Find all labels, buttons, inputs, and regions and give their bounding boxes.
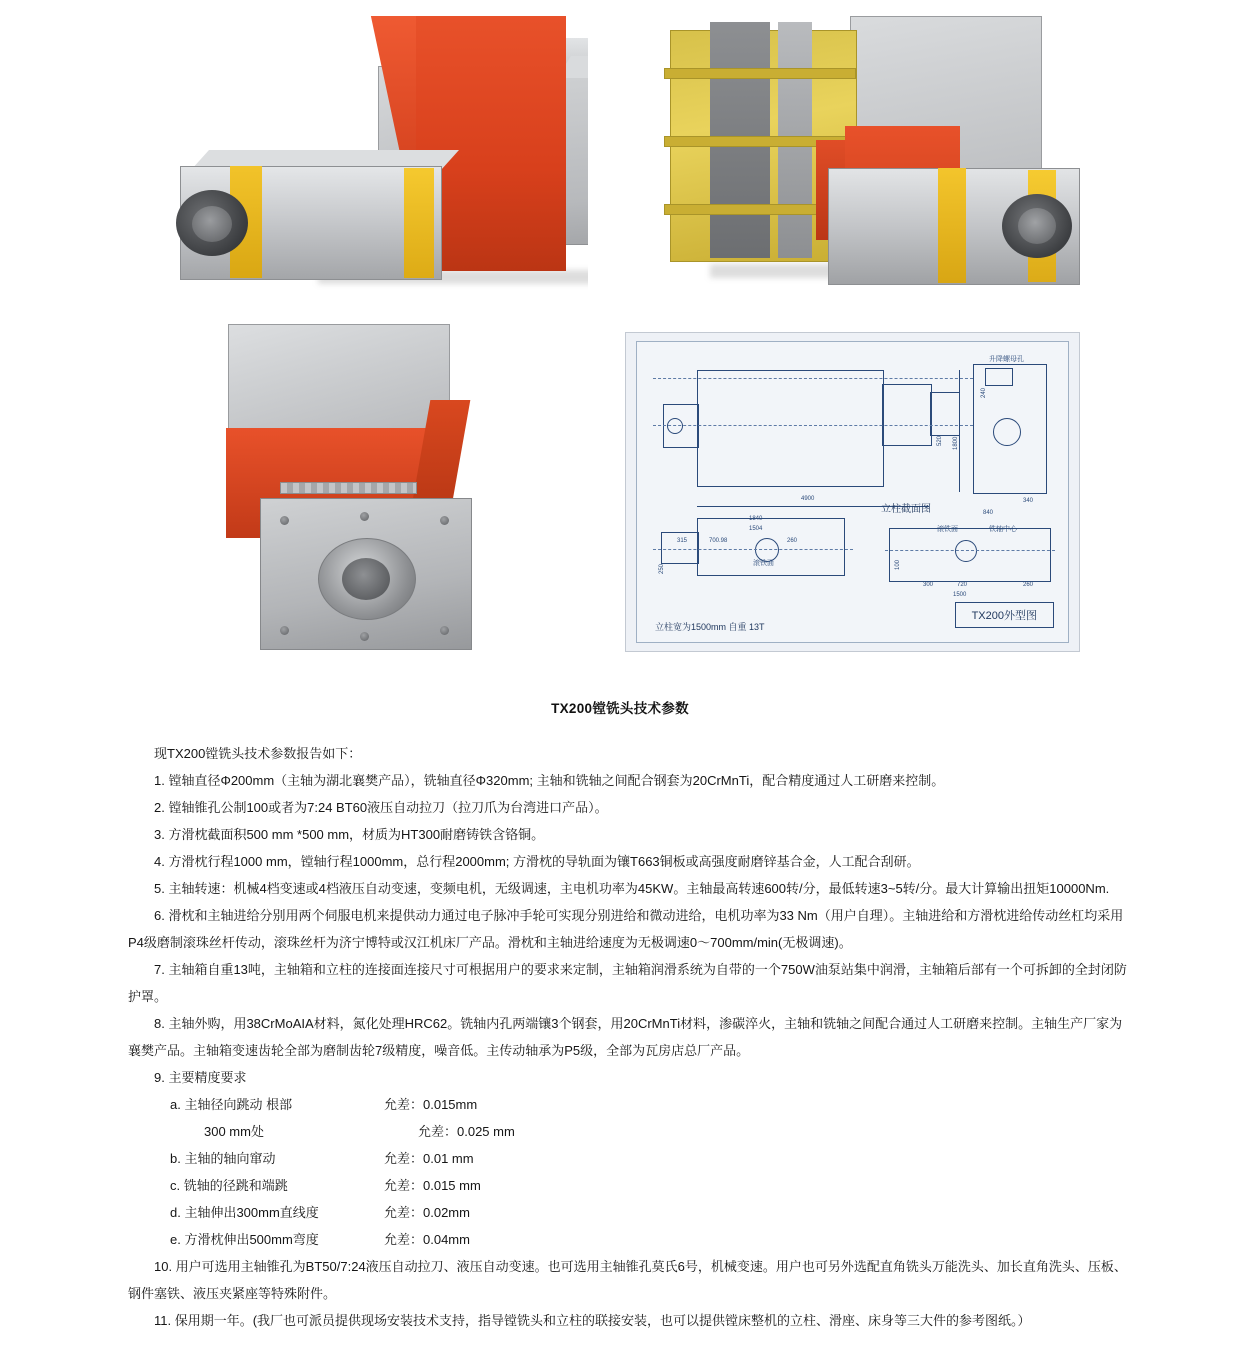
precision-row-e bbox=[170, 1226, 1132, 1253]
drawing-spindle-step-b bbox=[930, 392, 960, 436]
drawing-title-block: TX200外型图 bbox=[955, 602, 1054, 628]
dim-720: 720 bbox=[957, 582, 968, 588]
label-center: 铁轴中心 bbox=[989, 526, 1017, 533]
label-column-section: 立柱截面图 bbox=[881, 504, 931, 515]
photo3-bolt bbox=[280, 626, 289, 635]
dim-260: 260 bbox=[787, 538, 798, 544]
precision-value-a: 允差：0.015mm bbox=[384, 1097, 478, 1112]
drawing-column-section-centerline bbox=[885, 550, 1055, 551]
spec-item-2: 2. 镗轴锥孔公制100或者为7:24 BT60液压自动拉刀（拉刀爪为台湾进口产品）。 bbox=[154, 800, 608, 815]
precision-label-d: d. 主轴伸出300mm直线度 bbox=[170, 1205, 319, 1220]
spec-item-8: 8. 主轴外购，用38CrMoAIA材料，氮化处理HRC62。铣轴内孔两端镶3个钢套，用20CrMnTi材料，渗碳淬火，主轴和铣轴之间配合通过人工研磨来控制。主轴生产厂家为襄樊产品。主轴箱变速齿轮全部为磨制齿轮7级精度，噪音低。主传动轴承为P5级，全部为瓦房店总厂产品。 bbox=[128, 1016, 1123, 1058]
photo-machine-front-view bbox=[168, 8, 588, 298]
photo3-bolt bbox=[360, 512, 369, 521]
dim-250: 250 bbox=[659, 563, 665, 574]
precision-label-a2: 300 mm处 bbox=[204, 1124, 264, 1139]
photo2-cross-bar-a bbox=[664, 68, 856, 79]
precision-label-a: a. 主轴径向跳动 根部 bbox=[170, 1097, 293, 1112]
dim-520: 520 bbox=[937, 435, 943, 446]
photo2-yellow-band-a bbox=[938, 168, 966, 283]
dim-260-b: 260 bbox=[1023, 582, 1034, 588]
photo3-bolt bbox=[440, 516, 449, 525]
spec-item-4: 4. 方滑枕行程1000 mm，镗轴行程1000mm，总行程2000mm; 方滑枕的导轨面为镶T663铜板或高强度耐磨锌基合金，人工配合刮研。 bbox=[154, 854, 920, 869]
dim-300: 300 bbox=[923, 582, 934, 588]
dim-1500: 1500 bbox=[953, 592, 967, 598]
drawing-base-left-block bbox=[661, 532, 699, 564]
photo-spindle-face-view bbox=[218, 320, 518, 655]
dim-840: 840 bbox=[983, 510, 994, 516]
photo3-bolt bbox=[440, 626, 449, 635]
precision-row-c bbox=[170, 1172, 1132, 1199]
photo-machine-with-column-view bbox=[650, 8, 1080, 298]
precision-value-a2: 允差：0.025 mm bbox=[418, 1124, 515, 1139]
precision-value-e: 允差：0.04mm bbox=[384, 1232, 470, 1247]
photo3-guide-rail bbox=[280, 482, 417, 494]
precision-value-c: 允差：0.015 mm bbox=[384, 1178, 481, 1193]
photo3-bolt bbox=[280, 516, 289, 525]
precision-row-b bbox=[170, 1145, 1132, 1172]
photo3-bolt bbox=[360, 632, 369, 641]
spec-item-11: 11. 保用期一年。(我厂也可派员提供现场安装技术支持，指导镗铣头和立柱的联接安装，也可以提供镗床整机的立柱、滑座、床身等三大件的参考图纸。） bbox=[154, 1313, 1031, 1328]
photo1-rear-body bbox=[564, 68, 588, 245]
dim-340: 340 bbox=[1023, 498, 1034, 504]
precision-label-e: e. 方滑枕伸出500mm弯度 bbox=[170, 1232, 319, 1247]
precision-row-a bbox=[170, 1091, 1132, 1118]
page-title: TX200镗铣头技术参数 bbox=[551, 701, 689, 716]
spec-item-6: 6. 滑枕和主轴进给分别用两个伺服电机来提供动力通过电子脉冲手轮可实现分别进给和微动进给，电机功率为33 Nm（用户自理）。主轴进给和方滑枕进给传动丝杠均采用P4级磨制滚珠丝杆传动，滚珠丝杆为济宁博特或汉江机床厂产品。滑枕和主轴进给速度为无极调速0～700mm/min(无极调速)。 bbox=[128, 908, 1124, 950]
dim-100: 100 bbox=[895, 559, 901, 570]
drawing-sheet bbox=[625, 332, 1080, 652]
label-lift-nut-hole: 升降螺母孔 bbox=[989, 356, 1024, 363]
photo2-spindle-bore bbox=[1018, 208, 1056, 244]
dim-1800: 1800 bbox=[953, 436, 959, 450]
drawing-column-bore bbox=[993, 418, 1021, 446]
photo1-yellow-band-b bbox=[404, 168, 434, 278]
spec-item-3: 3. 方滑枕截面积500 mm *500 mm，材质为HT300耐磨铸铁含铬铜。 bbox=[154, 827, 545, 842]
precision-value-b: 允差：0.01 mm bbox=[384, 1151, 474, 1166]
precision-label-b: b. 主轴的轴向窜动 bbox=[170, 1151, 276, 1166]
spec-item-1: 1. 镗轴直径Φ200mm（主轴为湖北襄樊产品），铣轴直径Φ320mm; 主轴和铣轴之间配合钢套为20CrMnTi，配合精度通过人工研磨来控制。 bbox=[154, 773, 945, 788]
dim-700: 700.98 bbox=[709, 538, 728, 544]
drawing-frame bbox=[636, 341, 1069, 643]
spec-item-5: 5. 主轴转速：机械4档变速或4档液压自动变速，变频电机，无级调速，主电机功率为45KW。主轴最高转速600转/分，最低转速3~5转/分。最大计算输出扭矩10000Nm. bbox=[154, 881, 1110, 896]
drawing-rear-bore bbox=[667, 418, 683, 434]
label-guide-surface: 滚铁面 bbox=[753, 560, 774, 567]
drawing-headstock-outline bbox=[697, 370, 884, 487]
drawing-lift-nut-hole bbox=[985, 368, 1013, 386]
drawing-column-section-bore bbox=[955, 540, 977, 562]
photo3-spindle-bore bbox=[342, 558, 390, 600]
technical-drawing bbox=[625, 332, 1080, 652]
drawing-dim-rule-height bbox=[959, 370, 960, 492]
dim-1840: 1840 bbox=[749, 516, 763, 522]
precision-row-d bbox=[170, 1199, 1132, 1226]
document-body bbox=[128, 740, 1132, 1334]
dim-315: 315 bbox=[677, 538, 688, 544]
drawing-aux-line-top bbox=[653, 378, 973, 379]
label-guide-surface-2: 滚铁面 bbox=[937, 526, 958, 533]
drawing-centerline-h bbox=[653, 425, 973, 426]
drawing-spindle-step-a bbox=[882, 384, 932, 446]
spec-item-10: 10. 用户可选用主轴锥孔为BT50/7:24液压自动拉刀、液压自动变速。也可选用主轴锥孔莫氏6号，机械变速。用户也可另外选配直角铣头万能洗头、加长直角洗头、压板、钢件塞铁、液压夹紧座等特殊附件。 bbox=[128, 1259, 1127, 1301]
dim-1504: 1504 bbox=[749, 526, 763, 532]
dim-4900: 4900 bbox=[801, 496, 815, 502]
photo1-spindle-bore bbox=[192, 206, 232, 242]
spec-item-7: 7. 主轴箱自重13吨，主轴箱和立柱的连接面连接尺寸可根据用户的要求来定制，主轴箱润滑系统为自带的一个750W油泵站集中润滑，主轴箱后部有一个可拆卸的全封闭防护罩。 bbox=[128, 962, 1127, 1004]
precision-label-c: c. 铣轴的径跳和端跳 bbox=[170, 1178, 288, 1193]
precision-heading: 9. 主要精度要求 bbox=[154, 1070, 247, 1085]
dim-240: 240 bbox=[981, 387, 987, 398]
drawing-bottom-note: 立柱宽为1500mm 自重 13T bbox=[655, 622, 765, 632]
precision-value-d: 允差：0.02mm bbox=[384, 1205, 470, 1220]
precision-row-a2 bbox=[170, 1118, 1132, 1145]
drawing-base-centerline bbox=[653, 549, 853, 550]
intro-paragraph: 现TX200镗铣头技术参数报告如下： bbox=[154, 746, 362, 761]
